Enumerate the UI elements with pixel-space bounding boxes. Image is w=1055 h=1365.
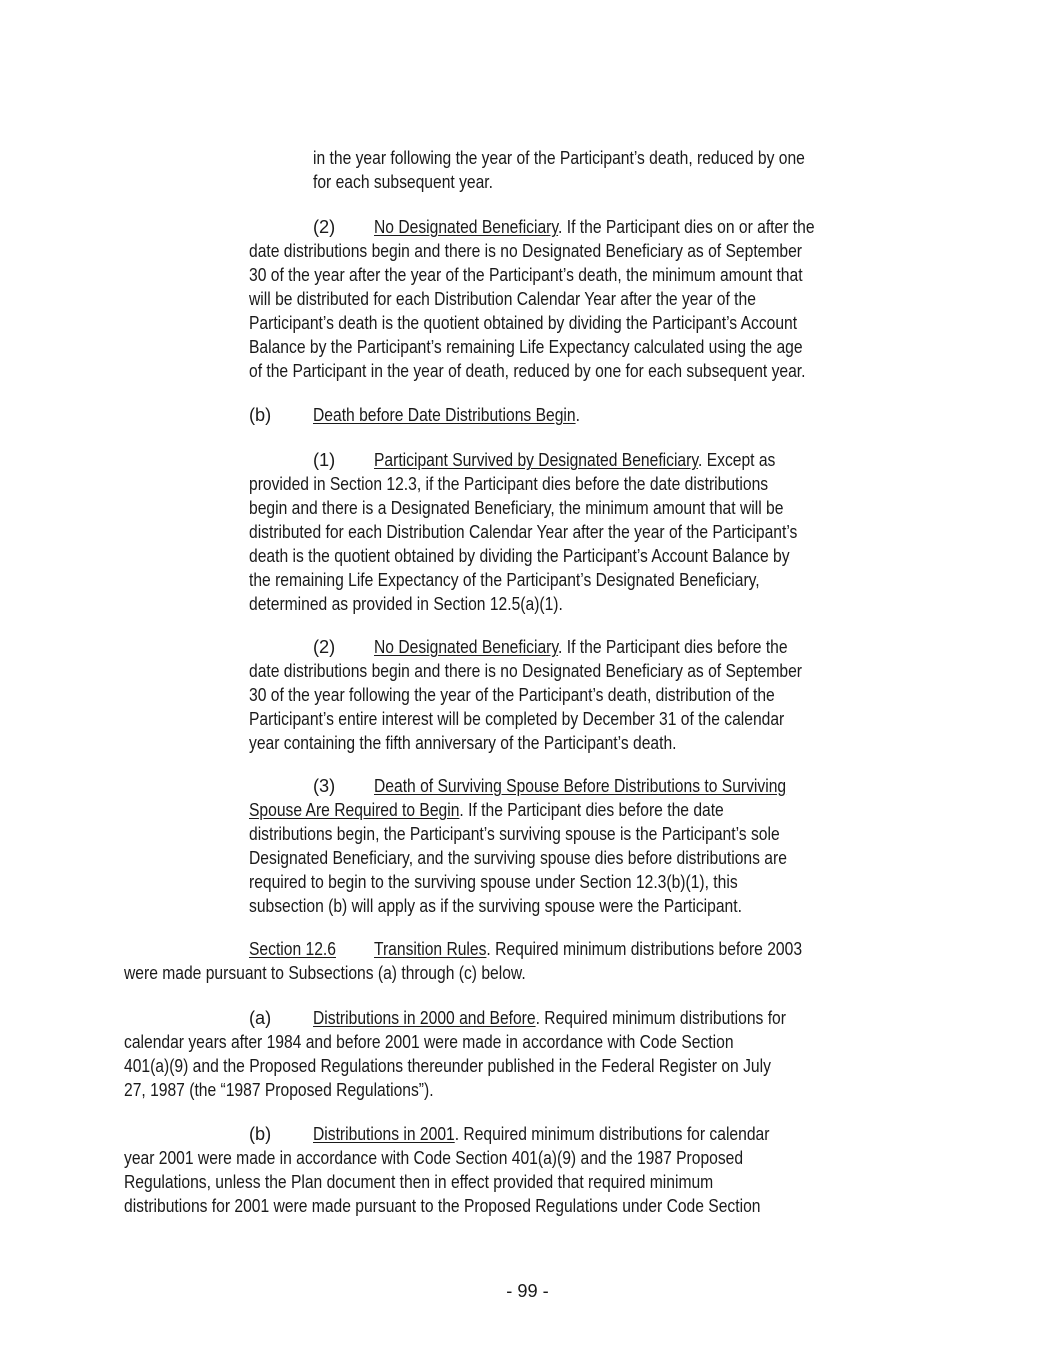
text-line: Regulations, unless the Plan document then in effect provided that required minimum: [124, 1172, 714, 1192]
text-line: date distributions begin and there is no Designated Beneficiary as of September: [249, 241, 803, 261]
paragraph-heading-line: No Designated Beneficiary. If the Participant dies on or after the: [374, 217, 815, 237]
text-line: Participant’s entire interest will be completed by December 31 of the calendar: [249, 709, 785, 729]
text-line: distributions begin, the Participant’s surviving spouse is the Participant’s sole: [249, 824, 780, 844]
paragraph-heading-line: No Designated Beneficiary. If the Participant dies before the: [374, 637, 788, 657]
section-heading-line: Transition Rules. Required minimum distributions before 2003: [374, 939, 803, 959]
paragraph-number: (a): [249, 1008, 272, 1028]
text-line: determined as provided in Section 12.5(a)(1).: [249, 594, 563, 614]
text-line: 30 of the year following the year of the Participant’s death, distribution of the: [249, 685, 775, 705]
paragraph-number: (2): [313, 217, 336, 237]
paragraph-number: (2): [313, 637, 336, 657]
text-line: 401(a)(9) and the Proposed Regulations thereunder published in the Federal Register on July: [124, 1056, 771, 1076]
text-line: begin and there is a Designated Beneficiary, the minimum amount that will be: [249, 498, 784, 518]
text-line: in the year following the year of the Participant’s death, reduced by one: [313, 148, 805, 168]
text-line: of the Participant in the year of death, reduced by one for each subsequent year.: [249, 361, 806, 381]
text-line: the remaining Life Expectancy of the Participant’s Designated Beneficiary,: [249, 570, 760, 590]
paragraph-heading-line: Spouse Are Required to Begin. If the Participant dies before the date: [249, 800, 724, 820]
paragraph-number: (1): [313, 450, 336, 470]
text-line: 30 of the year after the year of the Participant’s death, the minimum amount that: [249, 265, 803, 285]
paragraph-heading-line: Death before Date Distributions Begin.: [313, 405, 580, 425]
text-line: Balance by the Participant’s remaining Life Expectancy calculated using the age: [249, 337, 803, 357]
text-line: provided in Section 12.3, if the Participant dies before the date distributions: [249, 474, 769, 494]
text-line: for each subsequent year.: [313, 172, 494, 192]
text-line: subsection (b) will apply as if the surviving spouse were the Participant.: [249, 896, 742, 916]
text-line: year containing the fifth anniversary of the Participant’s death.: [249, 733, 677, 753]
paragraph-number: (b): [249, 1124, 272, 1144]
paragraph-number: (3): [313, 776, 336, 796]
text-line: will be distributed for each Distribution Calendar Year after the year of the: [249, 289, 756, 309]
text-line: Designated Beneficiary, and the surviving spouse dies before distributions are: [249, 848, 787, 868]
page-number: - 99 -: [506, 1281, 549, 1301]
text-line: required to begin to the surviving spouse under Section 12.3(b)(1), this: [249, 872, 738, 892]
paragraph-heading: Spouse Are Required to Begin: [249, 800, 460, 820]
section-heading: Transition Rules: [374, 939, 487, 959]
paragraph-heading: No Designated Beneficiary: [374, 217, 559, 237]
text-line: 27, 1987 (the “1987 Proposed Regulations”).: [124, 1080, 434, 1100]
text-line: were made pursuant to Subsections (a) through (c) below.: [124, 963, 526, 983]
section-number: Section 12.6: [249, 939, 336, 959]
paragraph-heading-line: Participant Survived by Designated Beneficiary. Except as: [374, 450, 776, 470]
paragraph-heading: Death before Date Distributions Begin: [313, 405, 576, 425]
paragraph-heading: Death of Surviving Spouse Before Distributions to Surviving: [374, 776, 787, 796]
text-line: Participant’s death is the quotient obtained by dividing the Participant’s Account: [249, 313, 798, 333]
paragraph-heading: Participant Survived by Designated Beneficiary: [374, 450, 699, 470]
paragraph-heading: Distributions in 2000 and Before: [313, 1008, 536, 1028]
text-line: calendar years after 1984 and before 2001 were made in accordance with Code Section: [124, 1032, 734, 1052]
text-line: distributed for each Distribution Calendar Year after the year of the Participant’s: [249, 522, 798, 542]
text-line: date distributions begin and there is no Designated Beneficiary as of September: [249, 661, 803, 681]
paragraph-heading: No Designated Beneficiary: [374, 637, 559, 657]
text-line: distributions for 2001 were made pursuant to the Proposed Regulations under Code Section: [124, 1196, 761, 1216]
text-line: year 2001 were made in accordance with Code Section 401(a)(9) and the 1987 Proposed: [124, 1148, 744, 1168]
paragraph-heading: Distributions in 2001: [313, 1124, 455, 1144]
paragraph-heading-line: Distributions in 2001. Required minimum distributions for calendar: [313, 1124, 770, 1144]
paragraph-heading-line: Distributions in 2000 and Before. Required minimum distributions for: [313, 1008, 786, 1028]
paragraph-number: (b): [249, 405, 272, 425]
text-line: death is the quotient obtained by dividing the Participant’s Account Balance by: [249, 546, 790, 566]
paragraph-heading-line: [374, 774, 853, 798]
